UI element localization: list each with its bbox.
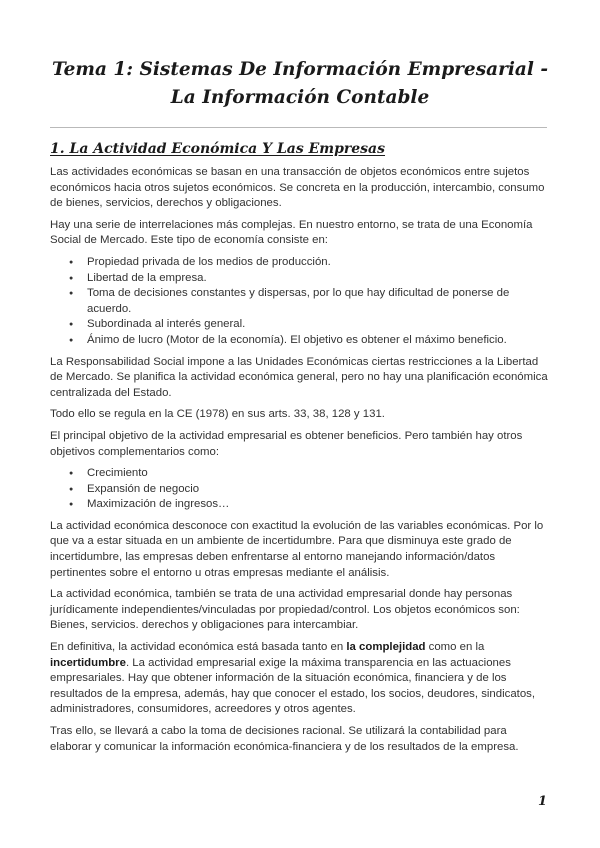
section-body (50, 165, 550, 761)
list-item: ● Maximización de ingresos… (87, 497, 550, 513)
text-run: como en la (425, 641, 485, 654)
list-item: ● Toma de decisiones constantes y dispersas, por lo que hay dificultad de ponerse de acuerdo. (87, 286, 550, 317)
paragraph: Todo ello se regula en la CE (1978) en sus arts. 33, 38, 128 y 131. (50, 408, 385, 421)
bold-term-incertidumbre: incertidumbre (50, 656, 126, 669)
text-run: . La actividad empresarial exige la máxima transparencia en las actuaciones empresariales. Hay que obtener información de la situación económica, financiera y de los resultados de la empresa, además, hay que conocer el estado, los socios, deudores, sindicatos, administradores, consumidores, acreedores y otros agentes. (50, 656, 536, 716)
paragraph: La actividad económica, también se trata de una actividad empresarial donde hay personas jurídicamente independientes/vinculadas por propiedad/control. Los objetos económicos son: Bienes, servicios. derechos y obligaciones para intercambiar. (50, 588, 520, 632)
paragraph: El principal objetivo de la actividad empresarial es obtener beneficios. Pero también hay otros objetivos complementarios como: (50, 429, 523, 458)
list-item: ● Crecimiento (87, 466, 550, 482)
paragraph: Hay una serie de interrelaciones más complejas. En nuestro entorno, se trata de una Economía Social de Mercado. Este tipo de economía consiste en: (50, 218, 533, 247)
paragraph: La actividad económica desconoce con exactitud la evolución de las variables económicas. Por lo que va a estar situada en un ambiente de incertidumbre. Para que disminuya este grado de incertidumbre, las empresas deben enfrentarse al entorno manejando información/datos pertinentes sobre el entorno u otras empresas mediante el análisis. (50, 519, 544, 579)
list-item: ● Subordinada al interés general. (87, 317, 550, 333)
paragraph (50, 640, 550, 718)
section-heading: 1. La Actividad Económica Y Las Empresas (50, 141, 386, 157)
objectives-list (50, 466, 550, 513)
bold-term-complejidad: la complejidad (346, 641, 426, 654)
list-item: ● Ánimo de lucro (Motor de la economía). El objetivo es obtener el máximo beneficio. (87, 333, 550, 349)
economy-features-list (50, 255, 550, 349)
title-divider (50, 127, 547, 128)
text-run: En definitiva, la actividad económica está basada tanto en (50, 641, 347, 654)
list-item: ● Libertad de la empresa. (87, 271, 550, 287)
page-number: 1 (538, 794, 548, 809)
paragraph: Las actividades económicas se basan en una transacción de objetos económicos entre sujetos económicos hacia otros sujetos económicos. Se concreta en la producción, intercambio, consumo de bienes, servicios, derechos y obligaciones. (50, 166, 545, 210)
paragraph: La Responsabilidad Social impone a las Unidades Económicas ciertas restricciones a la Libertad de Mercado. Se planifica la actividad económica general, pero no hay una planificación económica centralizada del Estado. (50, 355, 548, 399)
list-item: ● Expansión de negocio (87, 482, 550, 498)
page-title: Tema 1: Sistemas De Información Empresarial - La Información Contable (51, 59, 549, 108)
list-item: ● Propiedad privada de los medios de producción. (87, 255, 550, 271)
paragraph: Tras ello, se llevará a cabo la toma de decisiones racional. Se utilizará la contabilidad para elaborar y comunicar la información económica-financiera y de los resultados de la empresa. (50, 725, 519, 753)
